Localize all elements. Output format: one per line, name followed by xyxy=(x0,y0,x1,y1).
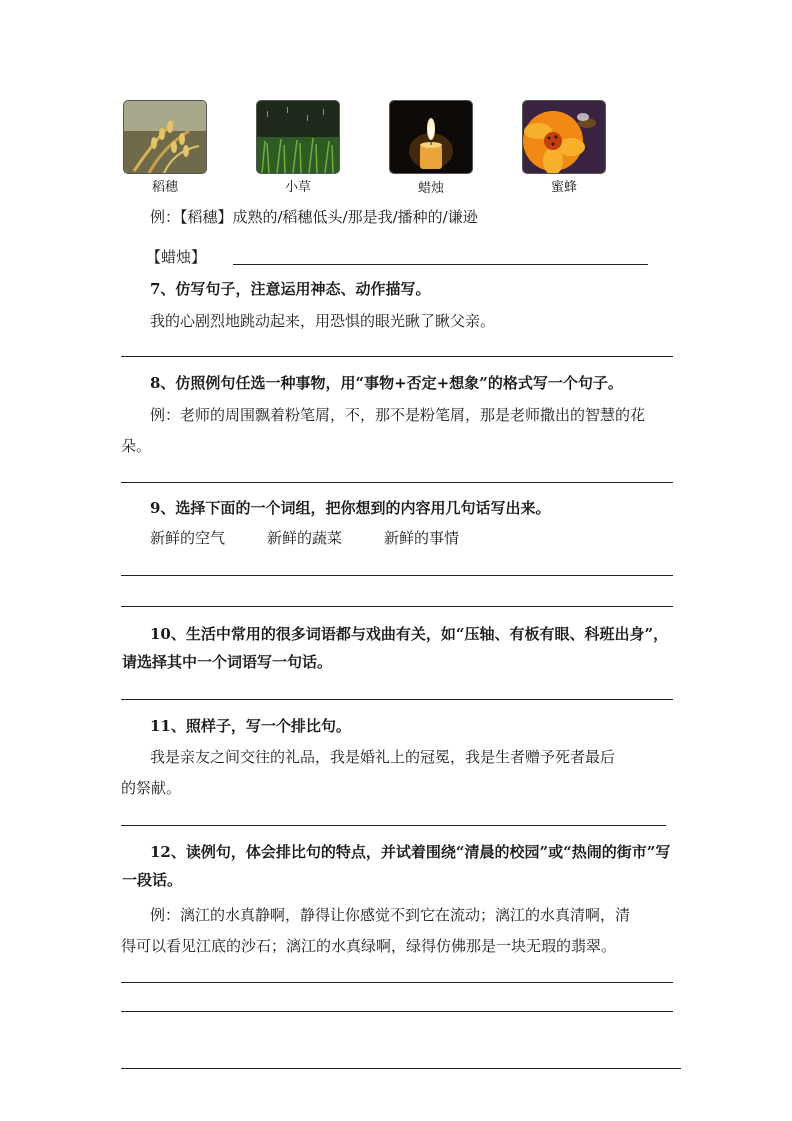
q8-example-line2: 朵。 xyxy=(121,437,152,455)
q9-answer-line-1[interactable] xyxy=(121,575,673,576)
q12-title: 12、读例句，体会排比句的特点，并试着围绕“清晨的校园”或“热闹的街市”写一段话。 xyxy=(122,843,671,889)
q9-word: 新鲜的事情 xyxy=(384,529,460,547)
q8-answer-line[interactable] xyxy=(121,482,673,483)
candle-answer-line[interactable] xyxy=(233,264,648,265)
q7-answer-line[interactable] xyxy=(121,356,673,357)
q11-text-line2: 的祭献。 xyxy=(121,779,182,797)
q11-text-line1: 我是亲友之间交往的礼品，我是婚礼上的冠冕，我是生者赠予死者最后 xyxy=(150,748,616,766)
example-rice: 例：【稻穗】成熟的/稻穗低头/那是我/播种的/谦逊 xyxy=(150,208,478,226)
image-caption-candle: 蜡烛 xyxy=(417,181,444,196)
candle-icon xyxy=(390,101,472,173)
q7-text: 我的心剧烈地跳动起来，用恐惧的眼光瞅了瞅父亲。 xyxy=(150,312,496,330)
q12-answer-line-1[interactable] xyxy=(121,982,673,983)
q12-example-line1: 例：漓江的水真静啊，静得让你感觉不到它在流动；漓江的水真清啊，清 xyxy=(150,906,631,924)
q10-answer-line[interactable] xyxy=(121,699,673,700)
image-caption-bee: 蜜蜂 xyxy=(550,180,577,195)
q12-example-line2: 得可以看见江底的沙石；漓江的水真绿啊，绿得仿佛那是一块无瑕的翡翠。 xyxy=(121,937,617,955)
image-caption-grass: 小草 xyxy=(284,180,311,195)
candle-label: 【蜡烛】 xyxy=(146,248,207,266)
rice-ear-icon xyxy=(124,101,206,173)
q11-title: 11、照样子，写一个排比句。 xyxy=(150,717,351,735)
q9-title: 9、选择下面的一个词组，把你想到的内容用几句话写出来。 xyxy=(150,499,551,517)
q9-answer-line-2[interactable] xyxy=(121,606,673,607)
q12-answer-line-3[interactable] xyxy=(121,1068,681,1069)
q8-title: 8、仿照例句任选一种事物，用“事物+否定+想象”的格式写一个句子。 xyxy=(150,374,623,392)
q11-answer-line[interactable] xyxy=(121,825,666,826)
q12-answer-line-2[interactable] xyxy=(121,1011,673,1012)
grass-icon xyxy=(257,101,339,173)
q10-title: 10、生活中常用的很多词语都与戏曲有关，如“压轴、有板有眼、科班出身”，请选择其中一个词语写一句话。 xyxy=(122,625,669,671)
bee-flower-icon xyxy=(523,101,605,173)
q9-word: 新鲜的蔬菜 xyxy=(267,529,343,547)
q8-example-line1: 例：老师的周围飘着粉笔屑，不，那不是粉笔屑，那是老师撒出的智慧的花 xyxy=(150,406,646,424)
q9-word-list xyxy=(150,527,501,548)
q9-word: 新鲜的空气 xyxy=(150,529,226,547)
q7-title: 7、仿写句子，注意运用神态、动作描写。 xyxy=(150,280,431,298)
image-caption-rice: 稻穗 xyxy=(151,180,178,195)
